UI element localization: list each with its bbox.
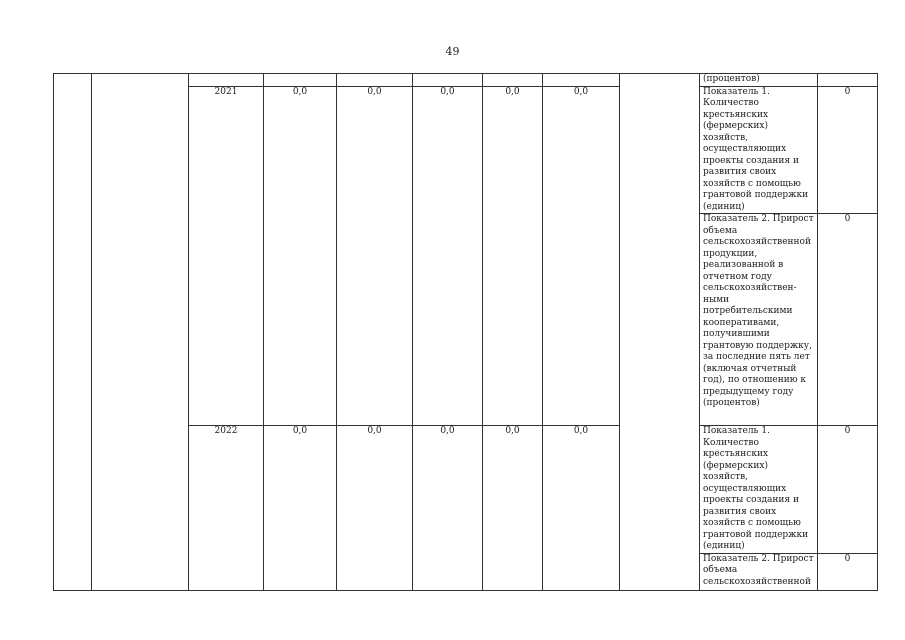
measure-name-cell [92,74,189,591]
indicator-text: Показатель 1. Количество крестьянских (фермерских) хозяйств, осуществляющих проекты создания и развития своих хозяйств с помощью грантовой поддержки (единиц) [700,86,818,214]
indicator-value: 0 [818,86,878,214]
indicator-value: 0 [818,426,878,554]
year-cell: 2022 [189,426,264,591]
empty-cell [189,74,264,87]
value-cell: 0,0 [413,426,483,591]
indicator-text: (процентов) [700,74,818,87]
empty-cell [818,74,878,87]
value-cell: 0,0 [543,86,620,426]
indicator-value: 0 [818,553,878,590]
value-cell: 0,0 [264,426,337,591]
empty-cell [413,74,483,87]
year-cell: 2021 [189,86,264,426]
value-cell: 0,0 [413,86,483,426]
empty-cell [543,74,620,87]
value-cell: 0,0 [543,426,620,591]
value-cell: 0,0 [337,86,413,426]
value-cell: 0,0 [264,86,337,426]
empty-cell [483,74,543,87]
empty-cell [264,74,337,87]
executor-cell [620,74,700,591]
value-cell: 0,0 [483,426,543,591]
indicator-text: Показатель 2. Прирост объема сельскохозяйственной [700,553,818,590]
page-number: 49 [445,45,460,58]
indicator-value: 0 [818,214,878,426]
indicator-text: Показатель 1. Количество крестьянских (фермерских) хозяйств, осуществляющих проекты создания и развития своих хозяйств с помощью грантовой поддержки (единиц) [700,426,818,554]
indicator-text: Показатель 2. Прирост объема сельскохозяйственной продукции, реализованной в отчетном году сельскохозяйствен-ными потребительскими кооперативами, получившими грантовую поддержку, за последние пять лет (включая отчетный год), по отношению к предыдущему году (процентов) [700,214,818,426]
continuation-row [54,74,878,87]
program-indicators-table [53,73,878,591]
empty-cell [337,74,413,87]
value-cell: 0,0 [483,86,543,426]
value-cell: 0,0 [337,426,413,591]
row-number-cell [54,74,92,591]
